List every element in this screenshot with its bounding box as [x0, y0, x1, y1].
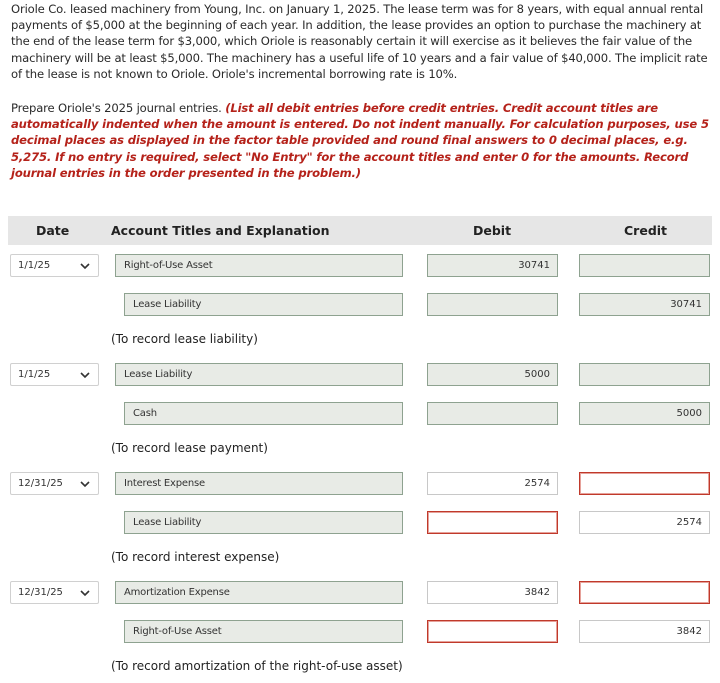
- credit-field[interactable]: [579, 511, 710, 534]
- chevron-down-icon: [80, 261, 90, 271]
- chevron-down-icon: [80, 588, 90, 598]
- credit-field[interactable]: [579, 254, 710, 277]
- entry-memo: (To record lease payment): [111, 441, 268, 455]
- date-select[interactable]: [10, 363, 99, 386]
- account-text: Lease Liability: [124, 369, 193, 380]
- header-debit: Debit: [473, 223, 512, 238]
- account-text: Lease Liability: [133, 299, 202, 310]
- problem-text: Oriole Co. leased machinery from Young, Inc. on January 1, 2025. The lease term was for 8 years, with equal annual rental payments of $5,000 at the beginning of each year. In addition, the lease provides an option to purchase the machinery at the end of the lease term for $3,000, which Oriole is reasonably certain it will exercise as it believes the fair value of the machinery will be at least $5,000. The machinery has a useful life of 10 years and a fair value of $40,000. The implicit rate of the lease is not known to Oriole. Oriole's incremental borrowing rate is 10%.: [11, 2, 708, 81]
- account-field[interactable]: [115, 254, 403, 277]
- debit-field[interactable]: [427, 293, 558, 316]
- date-value: 12/31/25: [18, 587, 63, 598]
- header-date: Date: [36, 223, 70, 238]
- credit-value: 3842: [676, 626, 702, 637]
- account-text: Cash: [133, 408, 157, 419]
- credit-value: 2574: [676, 517, 702, 528]
- account-field[interactable]: [124, 620, 403, 643]
- debit-field[interactable]: [427, 254, 558, 277]
- account-text: Amortization Expense: [124, 587, 230, 598]
- credit-field[interactable]: [579, 402, 710, 425]
- date-select[interactable]: [10, 254, 99, 277]
- date-value: 1/1/25: [18, 369, 51, 380]
- instructions: [11, 100, 713, 181]
- debit-value: 2574: [524, 478, 550, 489]
- entry-memo: (To record amortization of the right-of-use asset): [111, 659, 403, 673]
- date-select[interactable]: [10, 472, 99, 495]
- account-field[interactable]: [115, 581, 403, 604]
- credit-value: 30741: [670, 299, 702, 310]
- account-field[interactable]: [124, 511, 403, 534]
- debit-field[interactable]: [427, 511, 558, 534]
- header-account: Account Titles and Explanation: [111, 223, 330, 238]
- debit-field[interactable]: [427, 472, 558, 495]
- chevron-down-icon: [80, 479, 90, 489]
- account-text: Right-of-Use Asset: [124, 260, 213, 271]
- instruction-note: (List all debit entries before credit entries. Credit account titles are automatically indented when the amount is entered. Do not indent manually. For calculation purposes, use 5 decimal places as displayed in the factor table provided and round final answers to 0 decimal places, e.g. 5,275. If no entry is required, select "No Entry" for the account titles and enter 0 for the amounts. Record journal entries in the order presented in the problem.): [11, 101, 709, 180]
- account-text: Lease Liability: [133, 517, 202, 528]
- debit-field[interactable]: [427, 402, 558, 425]
- credit-field[interactable]: [579, 293, 710, 316]
- debit-value: 3842: [524, 587, 550, 598]
- chevron-down-icon: [80, 370, 90, 380]
- date-value: 12/31/25: [18, 478, 63, 489]
- debit-value: 5000: [524, 369, 550, 380]
- date-value: 1/1/25: [18, 260, 51, 271]
- credit-field[interactable]: [579, 620, 710, 643]
- journal-table-header: [8, 216, 712, 245]
- entry-memo: (To record interest expense): [111, 550, 280, 564]
- credit-value: 5000: [676, 408, 702, 419]
- debit-field[interactable]: [427, 363, 558, 386]
- instruction-lead: Prepare Oriole's 2025 journal entries.: [11, 101, 222, 115]
- header-credit: Credit: [624, 223, 668, 238]
- date-select[interactable]: [10, 581, 99, 604]
- credit-field[interactable]: [579, 363, 710, 386]
- debit-field[interactable]: [427, 581, 558, 604]
- credit-field[interactable]: [579, 472, 710, 495]
- debit-value: 30741: [518, 260, 550, 271]
- entry-memo: (To record lease liability): [111, 332, 258, 346]
- account-field[interactable]: [124, 293, 403, 316]
- account-field[interactable]: [115, 472, 403, 495]
- account-field[interactable]: [115, 363, 403, 386]
- account-text: Right-of-Use Asset: [133, 626, 222, 637]
- account-field[interactable]: [124, 402, 403, 425]
- debit-field[interactable]: [427, 620, 558, 643]
- account-text: Interest Expense: [124, 478, 205, 489]
- credit-field[interactable]: [579, 581, 710, 604]
